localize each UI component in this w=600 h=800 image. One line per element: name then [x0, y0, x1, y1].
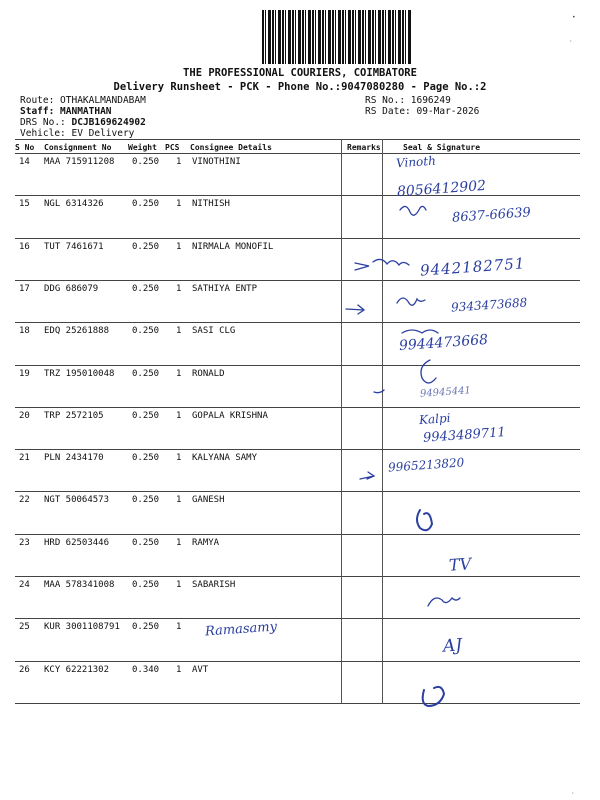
- row-consignment: KUR 3001108791: [44, 622, 120, 633]
- col-consignment: Consignment No: [44, 143, 112, 152]
- signature-25-initials: AJ: [442, 635, 463, 657]
- row-consignee: SATHIYA ENTP: [192, 283, 258, 294]
- row-weight: 0.250: [132, 157, 160, 167]
- row-consignee: GOPALA KRISHNA: [192, 410, 268, 421]
- mark-19: [374, 390, 384, 393]
- row-pcs: 1: [176, 453, 182, 464]
- row-sno: 20: [19, 410, 30, 421]
- col-remarks: Remarks: [347, 143, 381, 152]
- runsheet-subtitle: Delivery Runsheet - PCK - Phone No.:9047080280 - Page No.:2: [113, 81, 487, 93]
- row-consignment: DDG 686079: [44, 283, 99, 294]
- row-consignment: TUT 7461671: [44, 241, 104, 252]
- row-consignment: KCY 62221302: [44, 664, 110, 675]
- row-consignment: TRP 2572105: [44, 410, 104, 421]
- signature-20-phone: 9943489711: [422, 425, 507, 446]
- row-weight: 0.250: [132, 537, 160, 548]
- row-consignee: KALYANA SAMY: [192, 453, 258, 464]
- row-pcs: 1: [176, 664, 182, 675]
- row-sno: 16: [19, 241, 30, 252]
- drs-label: DRS No.:: [20, 117, 66, 128]
- row-consignee: SASI CLG: [192, 326, 236, 337]
- signature-19-phone: 94945441: [419, 385, 472, 400]
- row-weight: 0.250: [132, 326, 160, 337]
- row-sno: 17: [19, 283, 30, 294]
- row-consignment: EDQ 25261888: [44, 326, 110, 337]
- row-sno: 25: [19, 622, 30, 633]
- row-pcs: 1: [176, 157, 182, 167]
- row-sno: 21: [19, 453, 30, 464]
- row-pcs: 1: [176, 495, 182, 506]
- row-consignee: RONALD: [192, 368, 225, 379]
- row-sno: 23: [19, 537, 30, 548]
- row-consignment: MAA 578341008: [44, 580, 115, 590]
- signature-21-phone: 9965213820: [387, 455, 465, 475]
- company-title: THE PROFESSIONAL COURIERS, COIMBATORE: [183, 67, 417, 79]
- row-weight: 0.250: [132, 283, 160, 294]
- row-sno: 22: [19, 495, 30, 506]
- row-consignment: NGT 50064573: [44, 495, 110, 506]
- vehicle-text: Vehicle: EV Delivery: [20, 128, 135, 139]
- row-weight: 0.250: [132, 368, 160, 379]
- row-sno: 26: [19, 664, 30, 675]
- row-weight: 0.250: [132, 622, 160, 633]
- signature-24-mark: [428, 598, 460, 606]
- signature-17-phone: 9343473688: [450, 295, 528, 315]
- signature-22-mark: [417, 510, 432, 530]
- signature-25-name: Ramasamy: [204, 619, 278, 640]
- col-pcs: PCS: [165, 143, 180, 152]
- drs-value: DCJB169624902: [71, 117, 146, 128]
- signature-15-phone: 8637-66639: [451, 205, 532, 226]
- row-consignee: NITHISH: [192, 199, 230, 210]
- signature-20-name: Kalpi: [418, 410, 451, 428]
- row-weight: 0.250: [132, 241, 160, 252]
- row-consignment: NGL 6314326: [44, 199, 104, 210]
- signature-16-phone: 9442182751: [419, 254, 526, 280]
- signature-26-mark: [423, 687, 444, 706]
- signature-23: TV: [448, 554, 472, 575]
- row-consignee: VINOTHINI: [192, 157, 241, 167]
- signature-14-phone: 8056412902: [396, 177, 487, 201]
- col-consignee: Consignee Details: [190, 143, 272, 152]
- row-pcs: 1: [176, 410, 182, 421]
- row-consignee: SABARISH: [192, 580, 236, 590]
- scribble-15: [400, 206, 426, 215]
- row-sno: 18: [19, 326, 30, 337]
- row-pcs: 1: [176, 622, 182, 633]
- row-consignee: NIRMALA MONOFIL: [192, 241, 274, 252]
- row-pcs: 1: [176, 580, 182, 590]
- row-sno: 19: [19, 368, 30, 379]
- signature-14-name: Vinoth: [395, 153, 437, 171]
- row-consignment: PLN 2434170: [44, 453, 104, 464]
- row-weight: 0.340: [132, 664, 160, 675]
- arrow-16: [355, 263, 369, 270]
- row-pcs: 1: [176, 537, 182, 548]
- row-sno: 14: [19, 157, 30, 167]
- row-consignment: TRZ 195010048: [44, 368, 115, 379]
- col-weight: Weight: [128, 143, 157, 152]
- margin-dot-top: •: [572, 14, 576, 21]
- rs-no-text: RS No.: 1696249: [365, 95, 451, 106]
- scribble-19: [421, 360, 436, 383]
- row-weight: 0.250: [132, 453, 160, 464]
- col-sno: S No: [15, 143, 35, 152]
- arrow-21: [360, 472, 374, 479]
- arrow-17: [346, 305, 364, 314]
- row-pcs: 1: [176, 241, 182, 252]
- rs-date-text: RS Date: 09-Mar-2026: [365, 106, 480, 117]
- row-consignment: MAA 715911208: [44, 157, 115, 167]
- staff-text: Staff: MANMATHAN: [20, 106, 112, 117]
- row-pcs: 1: [176, 326, 182, 337]
- row-weight: 0.250: [132, 495, 160, 506]
- margin-dot-bottom: ·: [571, 790, 575, 797]
- scribble-17: [397, 298, 425, 305]
- row-pcs: 1: [176, 199, 182, 210]
- scribble-18: [402, 330, 438, 333]
- row-pcs: 1: [176, 283, 182, 294]
- row-pcs: 1: [176, 368, 182, 379]
- row-weight: 0.250: [132, 199, 160, 210]
- row-consignment: HRD 62503446: [44, 537, 110, 548]
- row-weight: 0.250: [132, 580, 160, 590]
- row-weight: 0.250: [132, 410, 160, 421]
- row-consignee: GANESH: [192, 495, 225, 506]
- row-consignee: RAMYA: [192, 537, 220, 548]
- scribble-16: [373, 259, 409, 265]
- row-consignee: AVT: [192, 664, 209, 675]
- row-sno: 24: [19, 580, 30, 590]
- margin-dot-2: ·: [569, 38, 573, 45]
- row-sno: 15: [19, 199, 30, 210]
- route-text: Route: OTHAKALMANDABAM: [20, 95, 146, 106]
- col-seal-signature: Seal & Signature: [403, 143, 481, 152]
- signature-18-phone: 9944473668: [398, 331, 489, 355]
